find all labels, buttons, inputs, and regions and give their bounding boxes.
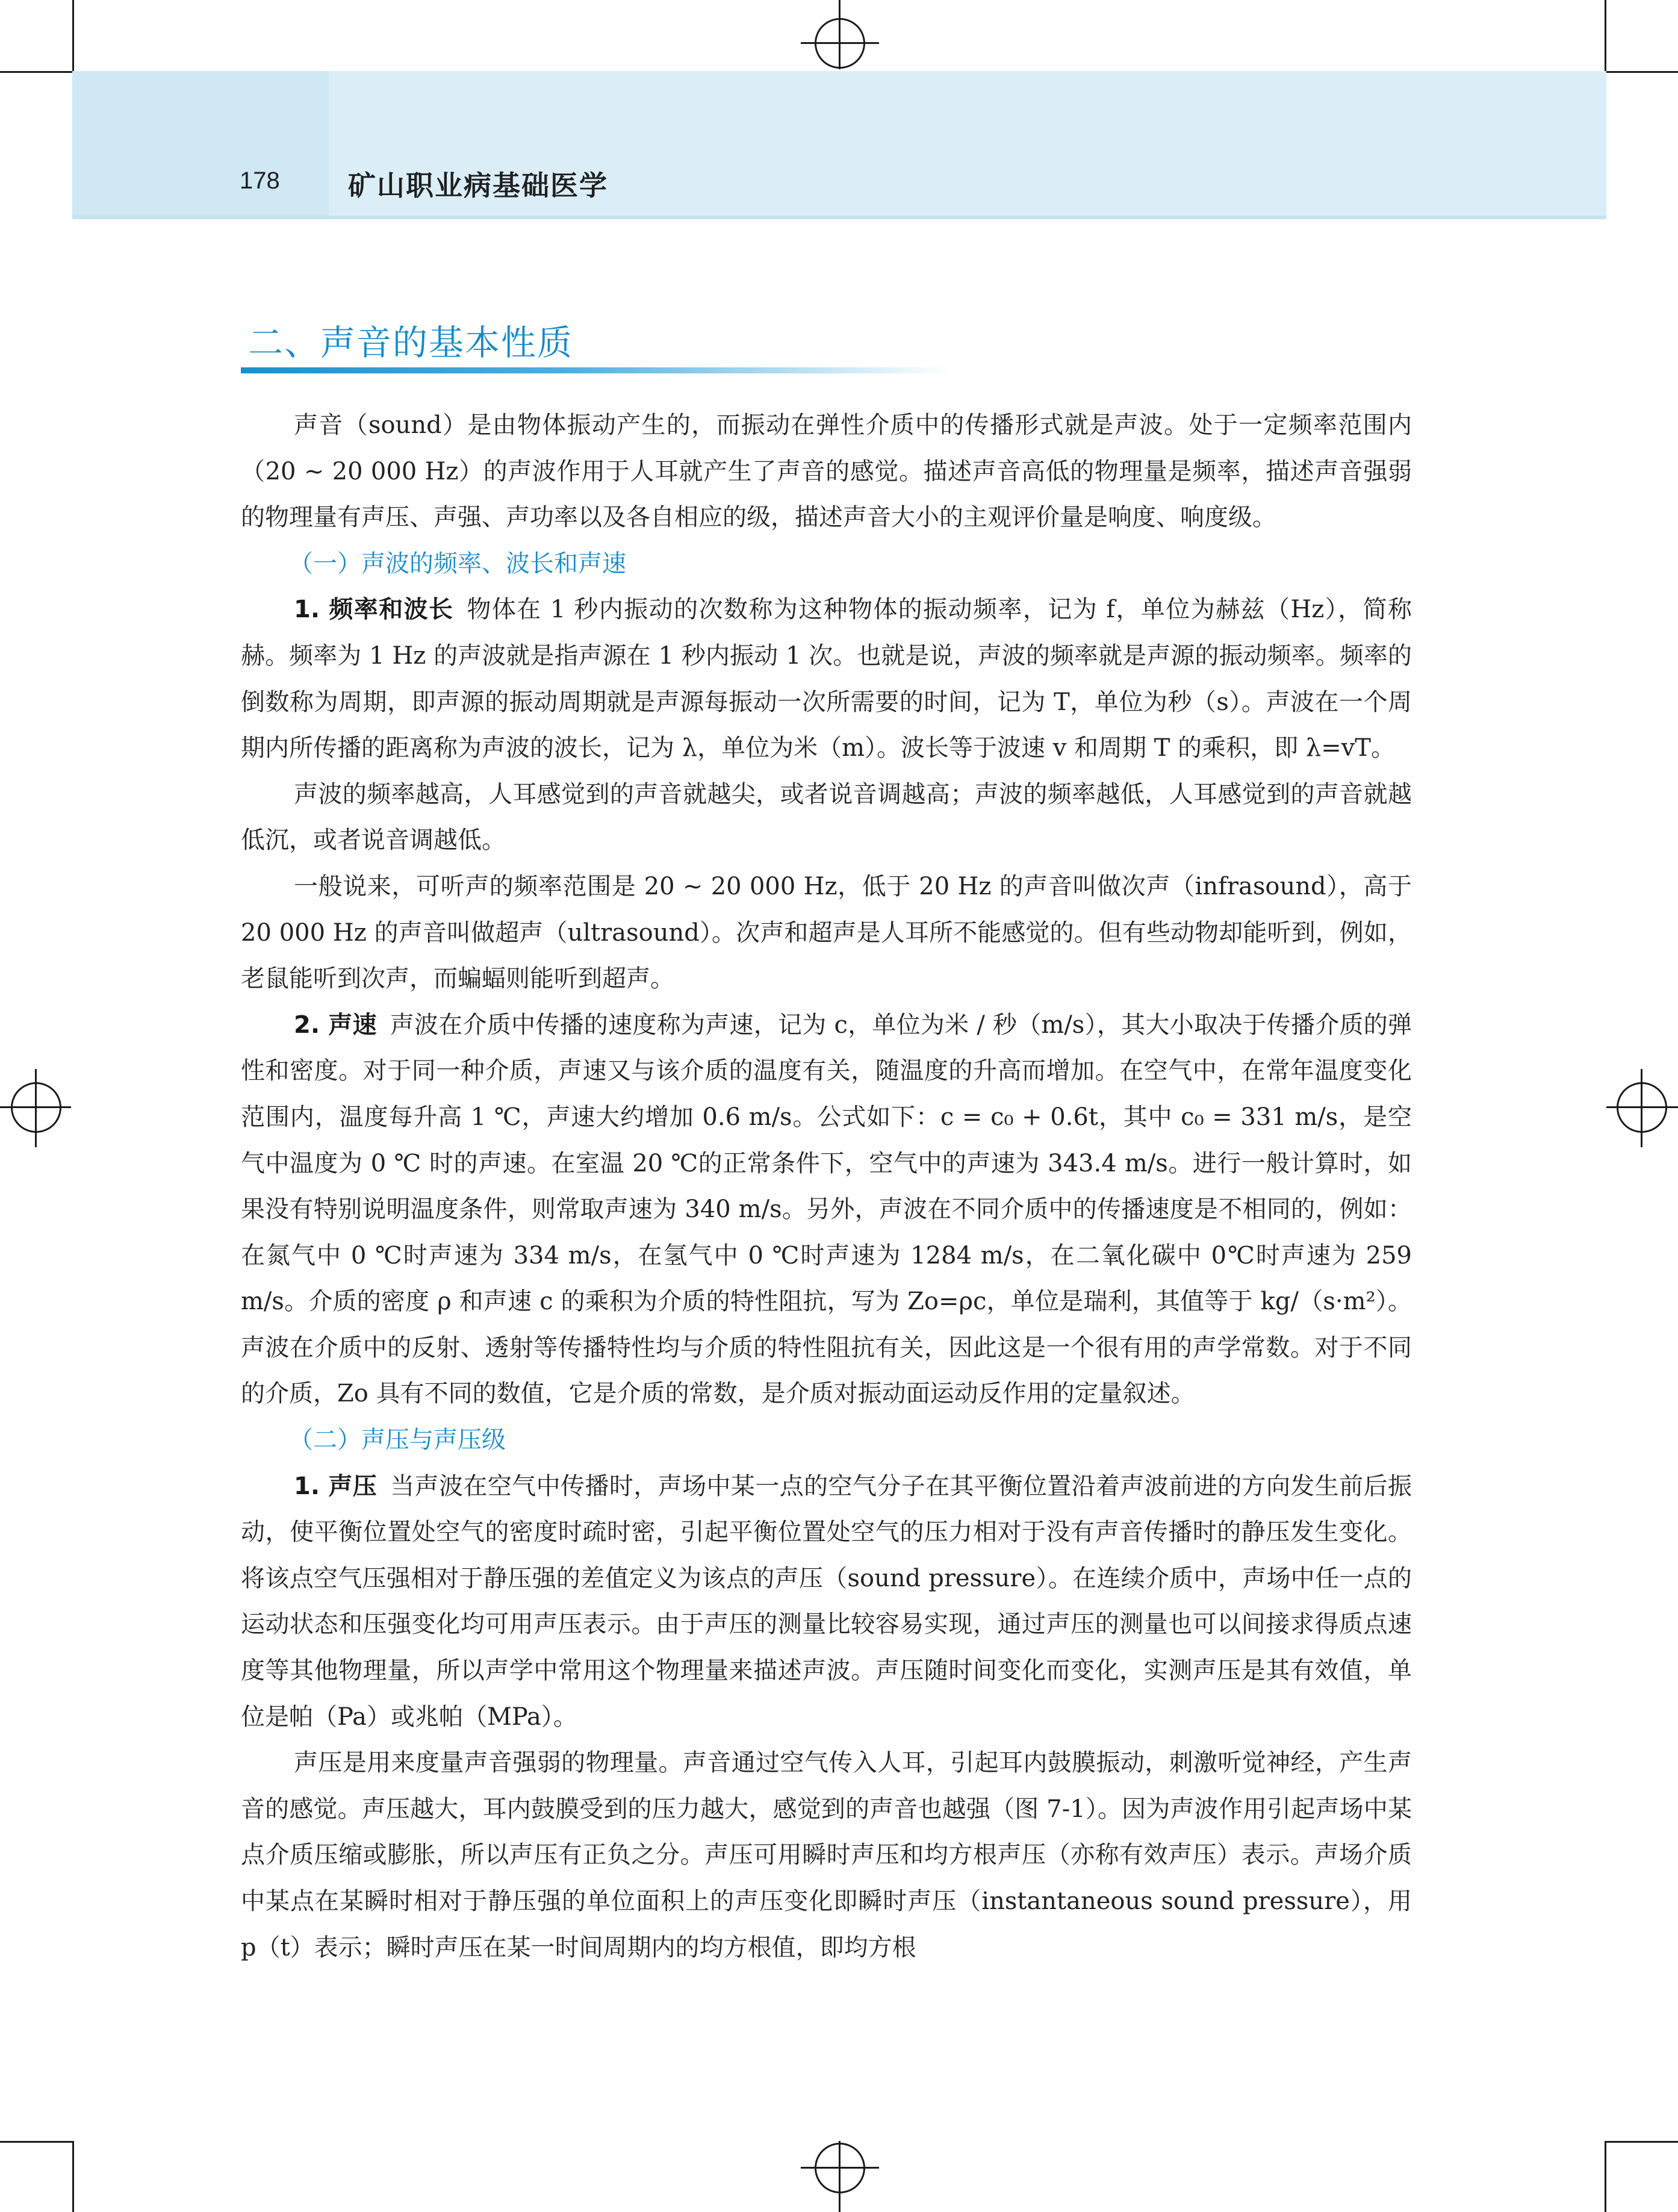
paragraph-pitch: 声波的频率越高，人耳感觉到的声音就越尖，或者说音调越高；声波的频率越低，人耳感觉到的声音就越低沉，或者说音调越低。 [241,780,1412,855]
section-underline [241,367,951,373]
paragraph-audible-range: 一般说来，可听声的频率范围是 20 ~ 20 000 Hz，低于 20 Hz 的声音叫做次声（infrasound），高于 20 000 Hz 的声音叫做超声（ultrasound）。次声和超声是人耳所不能感觉的。但有些动物却能听到，例如，老鼠能听到次声，而蝙蝠则能听到超声。 [241,872,1412,993]
paragraph-frequency-text: 物体在 1 秒内振动的次数称为这种物体的振动频率，记为 f，单位为赫兹（Hz），简称赫。频率为 1 Hz 的声波就是指声源在 1 秒内振动 1 次。也就是说，声波的频率就是声源的振动频率。频率的倒数称为周期，即声源的振动周期就是声源每振动一次所需要的时间，记为 T，单位为秒（s）。声波在一个周期内所传播的距离称为声波的波长，记为 λ，单位为米（m）。波长等于波速 v 和周期 T 的乘积，即 λ=vT。 [241,596,1412,762]
paragraph-sound-pressure [241,1463,1412,1740]
header-rule [72,216,1606,219]
subheading-sound-pressure: （二）声压与声压级 [289,1426,506,1454]
paragraph-frequency [241,587,1412,771]
page-number: 178 [240,167,280,194]
crop-mark [1605,2141,1606,2212]
crop-mark [1605,0,1606,71]
crop-mark [35,1069,37,1147]
subheading-frequency: （一）声波的频率、波长和声速 [289,549,626,578]
paragraph-sound-pressure-text: 当声波在空气中传播时，声场中某一点的空气分子在其平衡位置沿着声波前进的方向发生前后振动，使平衡位置处空气的密度时疏时密，引起平衡位置处空气的压力相对于没有声音传播时的静压发生变化。将该点空气压强相对于静压强的差值定义为该点的声压（sound pressure）。在连续介质中，声场中任一点的运动状态和压强变化均可用声压表示。由于声压的测量比较容易实现，通过声压的测量也可以间接求得质点速度等其他物理量，所以声学中常用这个物理量来描述声波。声压随时间变化而变化，实测声压是其有效值，单位是帕（Pa）或兆帕（MPa）。 [241,1472,1412,1731]
body-text [241,402,1412,1971]
crop-mark [0,2141,72,2143]
header-page-block [72,71,329,216]
lead-sound-speed: 2. 声速 [294,1011,377,1039]
crop-mark [72,0,74,71]
book-title: 矿山职业病基础医学 [348,169,608,202]
crop-mark [1606,2141,1678,2143]
crop-mark [839,2141,841,2212]
crop-mark [72,2141,74,2212]
crop-mark [1606,71,1678,73]
crop-mark [839,0,841,69]
paragraph-sound-speed [241,1002,1412,1417]
paragraph-sound-speed-text: 声波在介质中传播的速度称为声速，记为 c，单位为米 / 秒（m/s），其大小取决于传播介质的弹性和密度。对于同一种介质，声速又与该介质的温度有关，随温度的升高而增加。在空气中，在常年温度变化范围内，温度每升高 1 ℃，声速大约增加 0.6 m/s。公式如下：c = c₀ + 0.6t，其中 c₀ = 331 m/s，是空气中温度为 0 ℃ 时的声速。在室温 20 ℃的正常条件下，空气中的声速为 343.4 m/s。进行一般计算时，如果没有特别说明温度条件，则常取声速为 340 m/s。另外，声波在不同介质中的传播速度是不相同的，例如：在氮气中 0 ℃时声速为 334 m/s，在氢气中 0 ℃时声速为 1284 m/s，在二氧化碳中 0℃时声速为 259 m/s。介质的密度 ρ 和声速 c 的乘积为介质的特性阻抗，写为 Zo=ρc，单位是瑞利，其值等于 kg/（s·m²）。声波在介质中的反射、透射等传播特性均与介质的特性阻抗有关，因此这是一个很有用的声学常数。对于不同的介质，Zo 具有不同的数值，它是介质的常数，是介质对振动面运动反作用的定量叙述。 [241,1011,1412,1408]
paragraph-pressure-measure: 声压是用来度量声音强弱的物理量。声音通过空气传入人耳，引起耳内鼓膜振动，刺激听觉神经，产生声音的感觉。声压越大，耳内鼓膜受到的压力越大，感觉到的声音也越强（图 7-1）。因为声波作用引起声场中某点介质压缩或膨胀，所以声压有正负之分。声压可用瞬时声压和均方根声压（亦称有效声压）表示。声场介质中某点在某瞬时相对于静压强的单位面积上的声压变化即瞬时声压（instantaneous sound pressure），用 p（t）表示；瞬时声压在某一时间周期内的均方根值，即均方根 [241,1749,1412,1961]
crop-mark [801,42,879,44]
section-title: 二、声音的基本性质 [248,322,574,363]
crop-mark [0,71,72,73]
crop-mark [801,2167,879,2169]
lead-sound-pressure: 1. 声压 [294,1472,378,1500]
lead-frequency: 1. 频率和波长 [294,596,454,624]
paragraph-intro: 声音（sound）是由物体振动产生的，而振动在弹性介质中的传播形式就是声波。处于一定频率范围内（20 ~ 20 000 Hz）的声波作用于人耳就产生了声音的感觉。描述声音高低的物理量是频率，描述声音强弱的物理量有声压、声强、声功率以及各自相应的级，描述声音大小的主观评价量是响度、响度级。 [241,411,1412,532]
crop-mark [1641,1069,1642,1147]
